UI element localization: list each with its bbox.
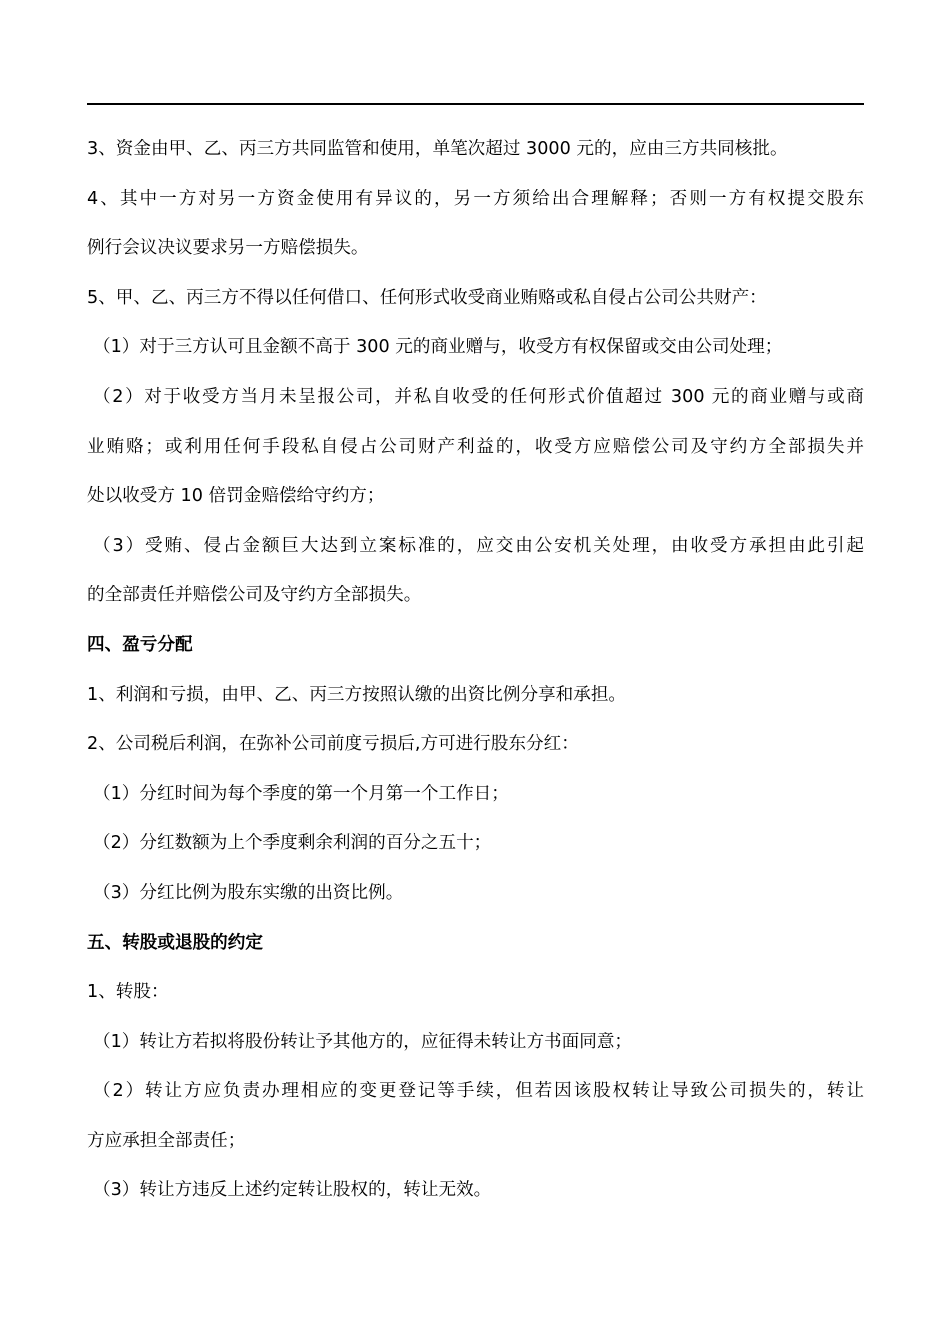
- paragraph-line: 处以收受方 10 倍罚金赔偿给守约方；: [87, 486, 385, 507]
- paragraph-line: 4、其中一方对另一方资金使用有异议的，另一方须给出合理解释；否则一方有权提交股东: [87, 188, 864, 209]
- paragraph-line: 2、公司税后利润，在弥补公司前度亏损后,方可进行股东分红：: [87, 734, 579, 755]
- section-heading: 五、转股或退股的约定: [87, 932, 263, 953]
- document-body: [87, 125, 864, 1216]
- paragraph-line: 例行会议决议要求另一方赔偿损失。: [87, 238, 369, 259]
- paragraph-line: 业贿赂；或利用任何手段私自侵占公司财产利益的，收受方应赔偿公司及守约方全部损失并: [87, 436, 864, 457]
- paragraph-line: 3、资金由甲、乙、丙三方共同监管和使用，单笔次超过 3000 元的，应由三方共同核批。: [87, 139, 788, 159]
- paragraph-line: 的全部责任并赔偿公司及守约方全部损失。: [87, 585, 422, 606]
- list-item-line: （3）受贿、侵占金额巨大达到立案标准的，应交由公安机关处理，由收受方承担由此引起: [93, 535, 864, 556]
- list-item-line: （1）转让方若拟将股份转让予其他方的，应征得未转让方书面同意；: [93, 1031, 633, 1052]
- paragraph-line: 1、利润和亏损，由甲、乙、丙三方按照认缴的出资比例分享和承担。: [87, 684, 627, 705]
- list-item-line: （2）转让方应负责办理相应的变更登记等手续，但若因该股权转让导致公司损失的，转让: [93, 1081, 864, 1102]
- list-item-line: （3）分红比例为股东实缴的出资比例。: [93, 882, 404, 903]
- list-item-line: （2）分红数额为上个季度剩余利润的百分之五十；: [93, 833, 492, 854]
- list-item-line: （1）分红时间为每个季度的第一个月第一个工作日；: [93, 783, 509, 804]
- list-item-line: （3）转让方违反上述约定转让股权的，转让无效。: [93, 1180, 492, 1201]
- header-rule: [87, 103, 864, 105]
- section-heading: 四、盈亏分配: [87, 634, 193, 655]
- list-item-line: （1）对于三方认可且金额不高于 300 元的商业赠与，收受方有权保留或交由公司处理；: [93, 337, 783, 358]
- paragraph-line: 方应承担全部责任；: [87, 1130, 246, 1151]
- paragraph-line: 1、转股：: [87, 982, 169, 1003]
- paragraph-line: 5、甲、乙、丙三方不得以任何借口、任何形式收受商业贿赂或私自侵占公司公共财产：: [87, 287, 767, 308]
- list-item-line: （2）对于收受方当月未呈报公司，并私自收受的任何形式价值超过 300 元的商业赠与或商: [93, 386, 864, 407]
